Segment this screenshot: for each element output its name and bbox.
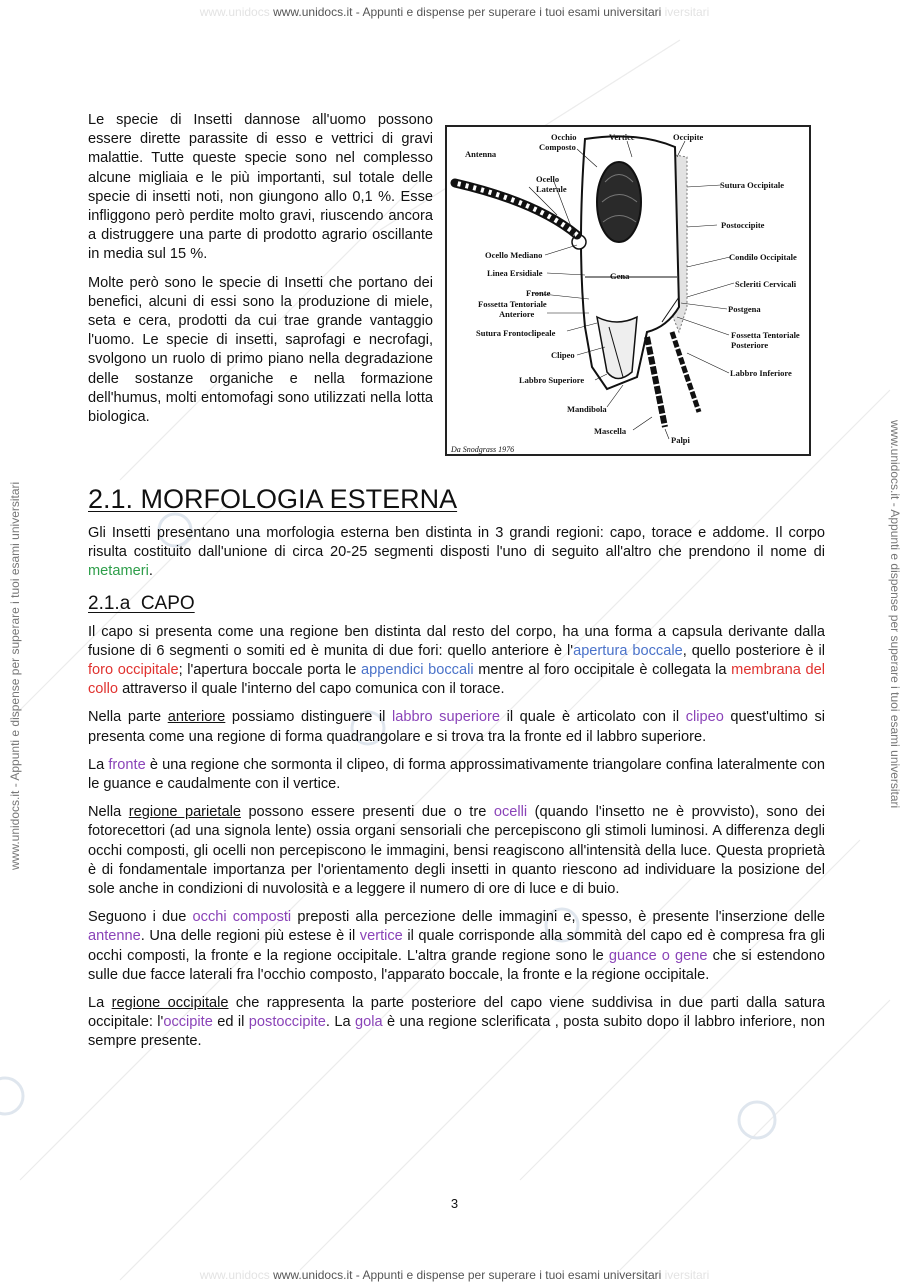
label-palpi: Palpi xyxy=(671,435,690,445)
intro-paragraph-1: Le specie di Insetti dannose all'uomo possono essere dirette parassite di esso e vettrici di gravi malattie. Tutte queste specie sono nel complesso alcune migliaia e le più importanti, sul totale delle specie di insetti noti, non giungono allo 0,1 %. Esse infliggono però perdite molto gravi, riuscendo ancora a distruggere una parte di prodotto agrario oscillante in media sul 15 %. xyxy=(88,112,433,263)
term-antenne: antenne xyxy=(88,928,141,945)
label-linea-ersidiale: Linea Ersidiale xyxy=(487,268,543,278)
capo-paragraph-1 xyxy=(88,623,825,700)
watermark-ghost-right: iversitari xyxy=(664,1268,710,1282)
label-fronte: Fronte xyxy=(526,288,551,298)
text-span: che si estendono sulle due facce laterali fra l'occhio composto, l'apparato boccale, la fronte e la regione occipitale. xyxy=(88,947,825,983)
text-span: Nella xyxy=(88,804,129,821)
term-occhi-composti: occhi composti xyxy=(192,909,292,926)
capo-paragraph-2 xyxy=(88,708,825,746)
term-ocelli: ocelli xyxy=(493,804,528,821)
label-sutura-occipitale: Sutura Occipitale xyxy=(720,180,784,190)
text-span: è una regione che sormonta il clipeo, di forma approssimativamente triangolare confina lateralmente con le guance e caudalmente con il vertice. xyxy=(88,756,825,793)
term-anteriore: anteriore xyxy=(167,709,226,726)
text-span: possono essere presenti due o tre xyxy=(240,804,494,821)
intro-paragraph-2: Molte però sono le specie di Insetti che portano dei benefici, alcuni di essi sono la produzione di miele, seta e cera, prodotti da cui trae grande vantaggio l'uomo. Le specie di insetti, saprofagi e necrofagi, svolgono un ruolo di primo piano nella degradazione delle sostanze organiche e nella formazione dell'humus, molti entomofagi sono utilizzati nella lotta biologica. xyxy=(88,274,433,426)
watermark-logo-icon xyxy=(0,1078,23,1114)
text-span: è una regione sclerificata , posta subito dopo il labbro inferiore, non sempre presente. xyxy=(88,1014,825,1050)
label-fossetta-posteriore-2: Posteriore xyxy=(731,340,769,350)
term-foro-occipitale: foro occipitale xyxy=(88,662,179,679)
label-postgena: Postgena xyxy=(728,304,761,314)
text-span: . La xyxy=(325,1014,355,1031)
label-sutura-frontoclipeale: Sutura Frontoclipeale xyxy=(476,328,556,338)
term-metameri: metameri xyxy=(88,563,149,580)
label-condilo-occipitale: Condilo Occipitale xyxy=(729,252,797,262)
capo-paragraph-4 xyxy=(88,803,825,899)
text-span: che rappresenta la parte posteriore del capo viene suddivisa in due parti dalla satura occipitale: l' xyxy=(88,995,825,1031)
label-occipite: Occipite xyxy=(673,132,704,142)
label-ocello-mediano: Ocello Mediano xyxy=(485,250,543,260)
section-paragraph-1 xyxy=(88,524,825,582)
text-span: quest'ultimo si presenta come una regione di forma quadrangolare e si trova tra la fronte ed il labbro superiore. xyxy=(88,709,825,745)
label-ocello-laterale-1: Ocello xyxy=(536,174,560,184)
text-span: attraverso il quale l'interno del capo comunica con il torace. xyxy=(118,681,505,698)
label-fossetta-anteriore-1: Fossetta Tentoriale xyxy=(478,299,547,309)
text-span: possiamo distinguere il xyxy=(225,709,393,726)
label-fossetta-anteriore-2: Anteriore xyxy=(499,309,535,319)
watermark-ghost-left: www.unidocs xyxy=(199,1268,270,1282)
intro-text xyxy=(88,111,433,436)
label-clipeo: Clipeo xyxy=(551,350,575,360)
capo-paragraph-5 xyxy=(88,908,825,985)
watermark-right: www.unidocs.it - Appunti e dispense per superare i tuoi esami universitari xyxy=(888,420,902,809)
subsection-title: 2.1.a CAPO xyxy=(88,592,195,614)
text-span: preposti alla percezione delle immagini e, spesso, è presente l'inserzione delle xyxy=(291,909,825,926)
figure-credit: Da Snodgrass 1976 xyxy=(451,445,515,454)
section-title: 2.1. MORFOLOGIA ESTERNA xyxy=(88,484,458,514)
watermark-top-text: www.unidocs.it - Appunti e dispense per superare i tuoi esami universitari xyxy=(273,5,662,19)
text-span: ed il xyxy=(212,1014,249,1031)
text-span: mentre al foro occipitale è collegata la xyxy=(473,662,732,679)
watermark-ghost-left: www.unidocs xyxy=(199,5,270,19)
text-span: il quale è articolato con il xyxy=(500,709,686,726)
label-composto: Composto xyxy=(539,142,576,152)
label-scleriti-cervicali: Scleriti Cervicali xyxy=(735,279,797,289)
term-regione-parietale: regione parietale xyxy=(128,804,241,821)
text-span: il quale corrisponde alla sommità del capo ed è compresa fra gli occhi composti, la fronte e la regione occipitale. L'altra grande regione sono le xyxy=(88,928,825,964)
term-appendici-boccali: appendici boccali xyxy=(361,662,474,679)
insect-head-diagram xyxy=(445,125,811,456)
label-occhio: Occhio xyxy=(551,132,577,142)
insect-head-drawing xyxy=(447,127,809,454)
term-labbro-superiore: labbro superiore xyxy=(392,709,501,726)
term-apertura-boccale: apertura boccale xyxy=(573,642,683,659)
text-span: . Una delle regioni più estese è il xyxy=(140,928,360,945)
watermark-top xyxy=(0,5,909,19)
text-span: . xyxy=(148,563,153,580)
term-occipite: occipite xyxy=(163,1014,213,1031)
text-span: La xyxy=(88,995,112,1012)
text-span: (quando l'insetto ne è provvisto), sono dei fotorecettori (ad una signola lente) ossia organi sensoriali che percepiscono gli stimoli luminosi. A differenza degli occhi composti, gli ocelli non percepiscono le immagini, bensi reagiscono all'intensità della luce. Questa proprietà è di fondamentale importanza per l'orientamento degli insetti in quanto riescono ad individuare la posizione del sole anche in condizioni di nuvolosità e a leggere il numero di ore di luce e di buio. xyxy=(88,804,826,898)
term-guance-gene: guance o gene xyxy=(608,947,708,964)
label-gena: Gena xyxy=(610,271,630,281)
label-postoccipite: Postoccipite xyxy=(721,220,765,230)
watermark-bottom-text: www.unidocs.it - Appunti e dispense per superare i tuoi esami universitari xyxy=(273,1268,662,1282)
term-gola: gola xyxy=(355,1014,383,1031)
label-labbro-superiore: Labbro Superiore xyxy=(519,375,585,385)
main-content xyxy=(88,482,825,1061)
text-span: La xyxy=(88,756,109,773)
label-ocello-laterale-2: Laterale xyxy=(536,184,567,194)
text-span: Nella parte xyxy=(88,709,168,726)
term-regione-occipitale: regione occipitale xyxy=(111,995,229,1012)
page-number: 3 xyxy=(450,1196,459,1211)
watermark-ghost-right: iversitari xyxy=(664,5,710,19)
text-span: ; l'apertura boccale porta le xyxy=(178,662,362,679)
watermark-left: www.unidocs.it - Appunti e dispense per superare i tuoi esami universitari xyxy=(8,481,22,870)
text-span: Seguono i due xyxy=(88,909,193,926)
label-antenna: Antenna xyxy=(465,149,497,159)
term-membrana-collo: membrana del collo xyxy=(88,662,825,698)
label-fossetta-posteriore-1: Fossetta Tentoriale xyxy=(731,330,800,340)
text-span: , quello posteriore è il xyxy=(682,642,825,659)
text-span: Gli Insetti presentano una morfologia esterna ben distinta in 3 grandi regioni: capo, torace e addome. Il corpo risulta costituito dall'unione di circa 20-25 segmenti disposti l'uno di seguito all'altro che prendono il nome di xyxy=(88,525,825,561)
text-span: Il capo si presenta come una regione ben distinta dal resto del corpo, ha una forma a capsula derivante dalla fusione di 6 segmenti o somiti ed è munita di due fori: quello anteriore è l' xyxy=(88,623,825,659)
capo-paragraph-3 xyxy=(88,756,825,794)
label-vertice: Vertice xyxy=(609,132,635,142)
term-fronte: fronte xyxy=(108,756,146,773)
term-clipeo: clipeo xyxy=(685,709,724,726)
term-postoccipite: postoccipite xyxy=(248,1014,326,1031)
label-labbro-inferiore: Labbro Inferiore xyxy=(730,368,792,378)
label-mascella: Mascella xyxy=(594,426,627,436)
watermark-bottom xyxy=(0,1268,909,1282)
term-vertice: vertice xyxy=(359,928,403,945)
label-mandibola: Mandibola xyxy=(567,404,607,414)
capo-paragraph-6 xyxy=(88,994,825,1052)
